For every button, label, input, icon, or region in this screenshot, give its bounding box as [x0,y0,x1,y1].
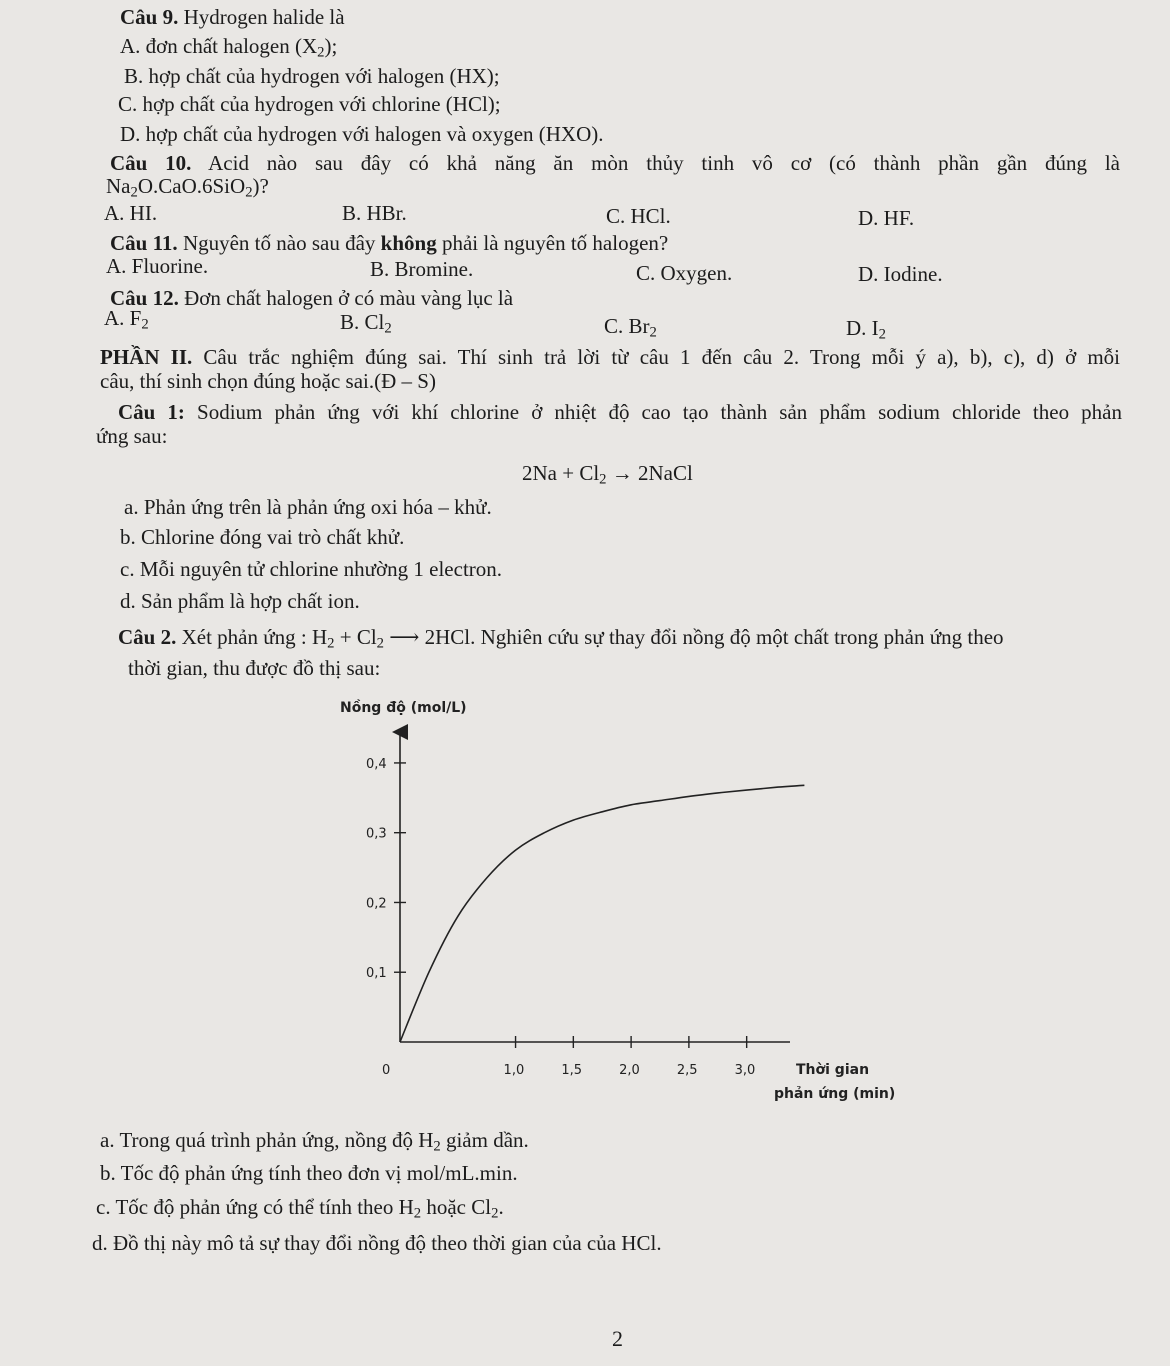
origin-label: 0 [382,1063,391,1078]
x-axis-label-line1: Thời gian [796,1062,870,1078]
q12-option-c: C. $Br_2$ [604,314,657,341]
q10-option-a: A. HI. [104,201,158,225]
q12-option-b: B. $Cl_2$ [340,310,392,337]
c2-statement-d: d. Đồ thị này mô tả sự thay đổi nồng độ theo thời gian của của HCl. [92,1231,662,1255]
y-tick-label: 0,3 [366,826,387,842]
c2-stem-line2: thời gian, thu được đồ thị sau: [128,656,381,680]
x-tick-label: 1,0 [503,1063,525,1078]
q9-option-d: D. hợp chất của hydrogen với halogen và oxygen (HXO). [120,122,604,146]
q11-option-d: D. Iodine. [858,262,943,286]
c1-statement-d: d. Sản phẩm là hợp chất ion. [120,589,360,613]
x-axis-label-line2: phản ứng (min) [774,1086,896,1102]
q10-option-b: B. HBr. [342,201,407,225]
q9-option-c: C. hợp chất của hydrogen với chlorine (HCl); [118,92,501,116]
q9-stem: Câu 9. Hydrogen halide là [120,5,345,29]
c1-equation: $2Na + Cl_2$ → 2NaCl [522,461,693,488]
q10-option-c: C. HCl. [606,204,671,228]
part2-instruction-line1: PHẦN II. Câu trắc nghiệm đúng sai. Thí sinh trả lời từ câu 1 đến câu 2. Trong mỗi ý a), b), c), d) ở mỗi [100,345,1120,369]
part2-instruction-line2: câu, thí sinh chọn đúng hoặc sai.(Đ – S) [100,369,436,393]
x-tick-label: 3,0 [734,1063,756,1078]
q10-stem-line2: $Na_2O.CaO.6SiO_2$)? [106,174,269,201]
c2-statement-c: c. Tốc độ phản ứng có thể tính theo $H_2$ hoặc $Cl_2$. [96,1195,504,1222]
y-tick-label: 0,2 [366,896,387,912]
q9-option-b: B. hợp chất của hydrogen với halogen (HX); [124,64,500,88]
c1-statement-c: c. Mỗi nguyên tử chlorine nhường 1 electron. [120,557,503,581]
c2-statement-a: a. Trong quá trình phản ứng, nồng độ $H_2$ giảm dần. [100,1128,529,1155]
q11-option-a: A. Fluorine. [106,254,209,278]
q11-stem: Câu 11. Nguyên tố nào sau đây không phải là nguyên tố halogen? [110,231,669,255]
q10-stem-line1: Câu 10. Acid nào sau đây có khả năng ăn mòn thủy tinh vô cơ (có thành phần gần đúng là [110,151,1120,175]
c1-statement-b: b. Chlorine đóng vai trò chất khử. [120,525,405,549]
y-tick-label: 0,4 [366,756,387,772]
c1-stem-line1: Câu 1: Sodium phản ứng với khí chlorine ở nhiệt độ cao tạo thành sản phẩm sodium chloride theo phản [118,400,1122,424]
c2-stem-line1: Câu 2. Xét phản ứng : $H_2 + Cl_2$ ⟶ 2HCl. Nghiên cứu sự thay đổi nồng độ một chất trong phản ứng theo [118,625,1004,652]
c2-statement-b: b. Tốc độ phản ứng tính theo đơn vị mol/mL.min. [100,1161,518,1185]
q12-option-a: A. $F_2$ [104,306,149,333]
x-tick-label: 2,5 [676,1063,698,1078]
q11-option-b: B. Bromine. [370,257,474,281]
c1-statement-a: a. Phản ứng trên là phản ứng oxi hóa – khử. [124,495,492,519]
y-axis-label: Nồng độ (mol/L) [340,700,467,716]
q12-option-d: D. $I_2$ [846,316,887,343]
y-tick-label: 0,1 [366,966,387,982]
page-number: 2 [612,1326,623,1351]
x-tick-label: 2,0 [619,1063,640,1078]
q12-stem: Câu 12. Đơn chất halogen ở có màu vàng lục là [110,286,514,310]
c1-stem-line2: ứng sau: [96,424,168,448]
q10-option-d: D. HF. [858,206,915,230]
x-tick-label: 1,5 [561,1063,583,1078]
hcl-concentration-curve [400,785,804,1042]
q11-option-c: C. Oxygen. [636,261,733,285]
concentration-time-chart [330,690,910,1110]
q9-option-a: A. đơn chất halogen $(X_2)$; [120,34,338,61]
